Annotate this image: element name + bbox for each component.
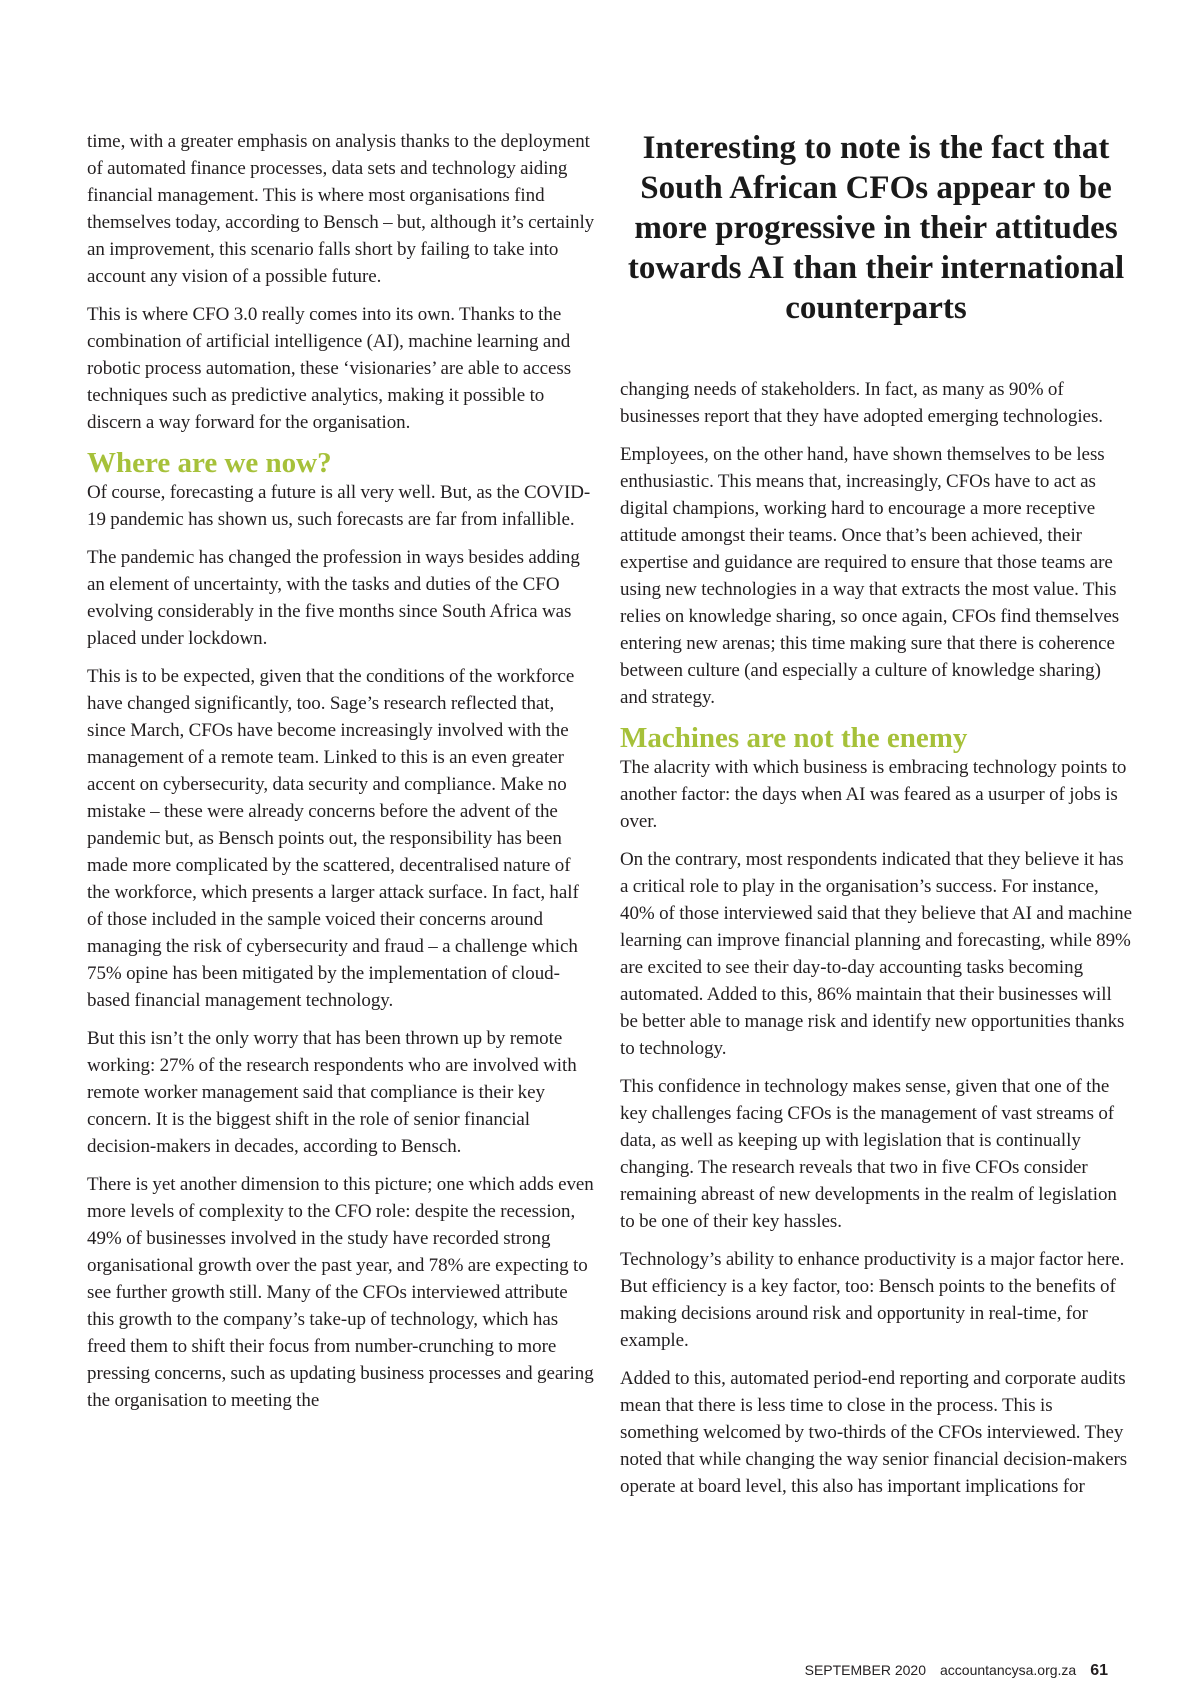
website-url: accountancysa.org.za — [940, 1662, 1077, 1678]
page-number: 61 — [1090, 1662, 1108, 1679]
body-paragraph: time, with a greater emphasis on analysis thanks to the deployment of automated finance processes, data sets and technology aiding financial management. This is where most organisations find themselves today, according to Bensch – but, although it’s certainly an improvement, this scenario falls short by failing to take into account any vision of a possible future. — [87, 131, 595, 287]
body-paragraph: The pandemic has changed the profession in ways besides adding an element of uncertainty, with the tasks and duties of the CFO evolving considerably in the five months since South Africa was placed under lockdown. — [87, 547, 580, 649]
section-heading-where-are-we-now: Where are we now? — [87, 447, 332, 479]
section-heading-machines-are-not-the-enemy: Machines are not the enemy — [620, 722, 968, 754]
body-paragraph: Employees, on the other hand, have shown themselves to be less enthusiastic. This means that, increasingly, CFOs have to act as digital champions, working hard to encourage a more receptive attitude amongst their teams. Once that’s been achieved, their expertise and guidance are required to ensure that those teams are using new technologies in a way that extracts the most value. This relies on knowledge sharing, so once again, CFOs find themselves entering new arenas; this time making sure that there is coherence between culture (and especially a culture of knowledge sharing) and strategy. — [620, 444, 1120, 708]
left-column — [87, 128, 597, 1425]
body-paragraph: On the contrary, most respondents indicated that they believe it has a critical role to play in the organisation’s success. For instance, 40% of those interviewed said that they believe that AI and machine learning can improve financial planning and forecasting, while 89% are excited to see their day-to-day accounting tasks becoming automated. Added to this, 86% maintain that their businesses will be better able to manage risk and identify new opportunities thanks to technology. — [620, 849, 1132, 1059]
pull-quote: Interesting to note is the fact that South African CFOs appear to be more progressive in their attitudes towards AI than their international counterparts — [627, 130, 1125, 326]
body-paragraph: This is where CFO 3.0 really comes into its own. Thanks to the combination of artificial intelligence (AI), machine learning and robotic process automation, these ‘visionaries’ are able to access techniques such as predictive analytics, making it possible to discern a way forward for the organisation. — [87, 304, 572, 433]
body-paragraph: This is to be expected, given that the conditions of the workforce have changed significantly, too. Sage’s research reflected that, since March, CFOs have become increasingly involved with the management of a remote team. Linked to this is an even greater accent on cybersecurity, data security and compliance. Make no mistake – these were already concerns before the advent of the pandemic but, as Bensch points out, the responsibility has been made more complicated by the scattered, decentralised nature of the workforce, which presents a larger attack surface. In fact, half of those included in the sample voiced their concerns around managing the risk of cybersecurity and fraud – a challenge which 75% opine has been mitigated by the implementation of cloud-based financial management technology. — [87, 666, 579, 1011]
body-paragraph: But this isn’t the only worry that has been thrown up by remote working: 27% of the research respondents who are involved with remote worker management said that compliance is their key concern. It is the biggest shift in the role of senior financial decision-makers in decades, according to Bensch. — [87, 1028, 577, 1157]
body-paragraph: changing needs of stakeholders. In fact, as many as 90% of businesses report that they have adopted emerging technologies. — [620, 379, 1103, 427]
body-paragraph: Technology’s ability to enhance productivity is a major factor here. But efficiency is a key factor, too: Bensch points to the benefits of making decisions around risk and opportunity in real-time, for example. — [620, 1249, 1125, 1351]
page-footer — [805, 1662, 1108, 1680]
body-paragraph: Of course, forecasting a future is all very well. But, as the COVID-19 pandemic has shown us, such forecasts are far from infallible. — [87, 482, 591, 530]
right-column — [620, 128, 1132, 1511]
body-paragraph: Added to this, automated period-end reporting and corporate audits mean that there is less time to close in the process. This is something welcomed by two-thirds of the CFOs interviewed. They noted that while changing the way senior financial decision-makers operate at board level, this also has important implications for — [620, 1368, 1128, 1497]
issue-date: SEPTEMBER 2020 — [804, 1662, 926, 1678]
body-paragraph: This confidence in technology makes sense, given that one of the key challenges facing CFOs is the management of vast streams of data, as well as keeping up with legislation that is continually changing. The research reveals that two in five CFOs consider remaining abreast of new developments in the realm of legislation to be one of their key hassles. — [620, 1076, 1117, 1232]
body-paragraph: There is yet another dimension to this picture; one which adds even more levels of complexity to the CFO role: despite the recession, 49% of businesses involved in the study have recorded strong organisational growth over the past year, and 78% are expecting to see further growth still. Many of the CFOs interviewed attribute this growth to the company’s take-up of technology, which has freed them to shift their focus from number-crunching to more pressing concerns, such as updating business processes and gearing the organisation to meeting the — [87, 1174, 594, 1411]
body-paragraph: The alacrity with which business is embracing technology points to another factor: the days when AI was feared as a usurper of jobs is over. — [620, 757, 1127, 832]
